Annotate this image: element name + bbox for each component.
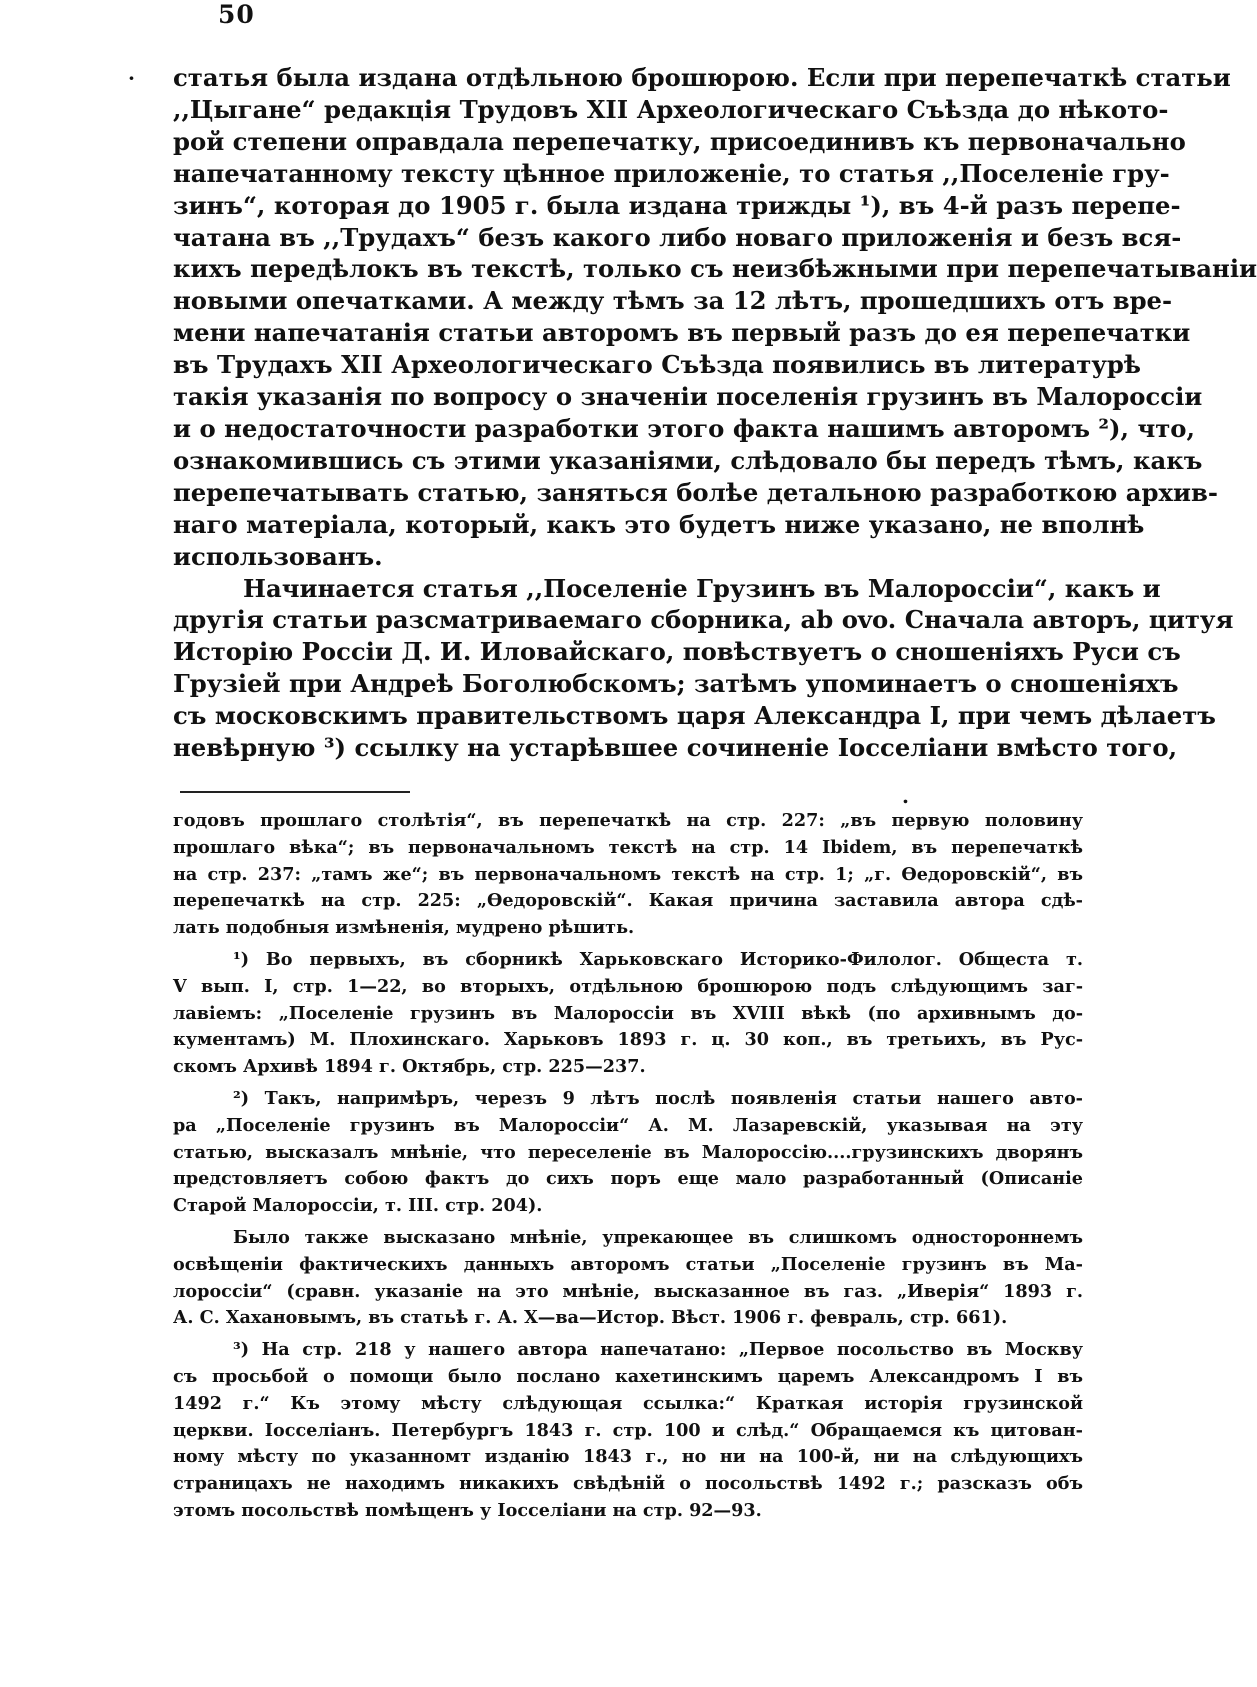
text-line: чатана въ ,,Трудахъ“ безъ какого либо новаго приложенія и безъ вся- [173, 222, 1182, 252]
text-line: статья была издана отдѣльною брошюрою. Если при перепечаткѣ статьи [173, 63, 1231, 92]
footnote-line: этомъ посольствѣ помѣщенъ у Іосселіани на стр. 92—93. [173, 1499, 762, 1521]
footnote-line: ра „Поселеніе грузинъ въ Малороссіи“ А. М. Лазаревскій, указывая на эту [173, 1114, 1083, 1136]
footnote-continuation [173, 808, 1083, 942]
footnote-line: предстовляетъ собою фактъ до сихъ поръ еще мало разработанный (Описаніе [173, 1168, 1083, 1190]
footnote-line: кументамъ) М. Плохинскаго. Харьковъ 1893 г. ц. 30 коп., въ третьихъ, въ Рус- [173, 1029, 1083, 1051]
text-line: такія указанія по вопросу о значеніи поселенія грузинъ въ Малороссіи [173, 382, 1203, 412]
text-line: мени напечатанія статьи авторомъ въ первый разъ до ея перепечатки [173, 318, 1191, 348]
footnote-line: 1492 г.“ Къ этому мѣсту слѣдующая ссылка:“ Краткая исторія грузинской [173, 1392, 1083, 1414]
footnotes [173, 808, 1083, 1530]
text-line: наго матеріала, который, какъ это будетъ ниже указано, не вполнѣ [173, 509, 1145, 539]
text-line: Начинается статья ,,Поселеніе Грузинъ въ Малороссіи“, какъ и [243, 573, 1161, 603]
text-line: другія статьи разсматриваемаго сборника, ab ovo. Сначала авторъ, цитуя [173, 605, 1234, 635]
footnote-line: лавіемъ: „Поселеніе грузинъ въ Малороссіи въ XVIII вѣкѣ (по архивнымъ до- [173, 1002, 1083, 1024]
footnote-line: съ просьбой о помощи было послано кахетинскимъ царемъ Александромъ I въ [173, 1365, 1083, 1387]
footnote-line: ²) Такъ, напримѣръ, черезъ 9 лѣтъ послѣ появленія статьи нашего авто- [233, 1087, 1083, 1109]
text-line: и о недостаточности разработки этого факта нашимъ авторомъ ²), что, [173, 413, 1195, 443]
footnote-line: скомъ Архивѣ 1894 г. Октябрь, стр. 225—237. [173, 1056, 646, 1078]
footnote-line: церкви. Іосселіанъ. Петербургъ 1843 г. стр. 100 и слѣд.“ Обращаемся къ цитован- [173, 1419, 1083, 1441]
text-line: невѣрную ³) ссылку на устарѣвшее сочиненіе Іосселіани вмѣсто того, [173, 733, 1178, 763]
footnote-line: V вып. I, стр. 1—22, во вторыхъ, отдѣльною брошюрою подъ слѣдующимъ заг- [173, 975, 1083, 997]
footnote-line: А. С. Хахановымъ, въ статьѣ г. А. Х—ва—Истор. Вѣст. 1906 г. февраль, стр. 661). [173, 1307, 1008, 1329]
text-line: новыми опечатками. А между тѣмъ за 12 лѣтъ, прошедшихъ отъ вре- [173, 286, 1173, 316]
paragraph-2 [173, 573, 1234, 764]
footnote-line: Старой Малороссіи, т. III. стр. 204). [173, 1195, 543, 1217]
footnote-line: Было также высказано мнѣніе, упрекающее въ слишкомъ одностороннемъ [233, 1226, 1083, 1248]
footnote-1 [173, 947, 1083, 1081]
text-line: въ Трудахъ XII Археологическаго Съѣзда появились въ литературѣ [173, 350, 1141, 380]
text-line: перепечатывать статью, заняться болѣе детальною разработкою архив- [173, 477, 1218, 507]
main-text [173, 62, 1257, 764]
footnote-line: на стр. 237: „тамъ же“; въ первоначальномъ текстѣ на стр. 1; „г. Ѳедоровскій“, въ [173, 863, 1083, 885]
footnote-2-continued [173, 1225, 1083, 1332]
footnote-line: лороссіи“ (сравн. указаніе на это мнѣніе, высказанное въ газ. „Иверія“ 1893 г. [173, 1280, 1083, 1302]
stray-dot-mark: . [902, 784, 909, 808]
footnote-line: перепечаткѣ на стр. 225: „Ѳедоровскій“. Какая причина заставила автора сдѣ- [173, 890, 1083, 912]
text-line: съ московскимъ правительствомъ царя Александра I, при чемъ дѣлаетъ [173, 701, 1216, 731]
footnote-line: освѣщеніи фактическихъ данныхъ авторомъ статьи „Поселеніе грузинъ въ Ма- [173, 1253, 1083, 1275]
footnote-line: прошлаго вѣка“; въ первоначальномъ текстѣ на стр. 14 Ibidem, въ перепечаткѣ [173, 836, 1083, 858]
footnote-2 [173, 1086, 1083, 1220]
footnote-line: лать подобныя измѣненія, мудрено рѣшить. [173, 917, 635, 939]
footnote-3 [173, 1337, 1083, 1525]
text-line: использованъ. [173, 541, 383, 571]
text-line: ,,Цыгане“ редакція Трудовъ XII Археологическаго Съѣзда до нѣкото- [173, 94, 1169, 124]
text-line: напечатанному тексту цѣнное приложеніе, то статья ,,Поселеніе гру- [173, 158, 1170, 188]
footnote-line: ¹) Во первыхъ, въ сборникѣ Харьковскаго Историко-Филолог. Общеста т. [233, 948, 1083, 970]
text-line: Исторію Россіи Д. И. Иловайскаго, повѣствуетъ о сношеніяхъ Руси съ [173, 637, 1181, 667]
text-line: рой степени оправдала перепечатку, присоединивъ къ первоначально [173, 126, 1186, 156]
stray-dot-mark: · [128, 66, 135, 90]
paragraph-1 [173, 62, 1257, 573]
footnote-line: ному мѣсту по указанномт изданію 1843 г., но ни на 100-й, ни на слѣдующихъ [173, 1446, 1083, 1468]
text-line: ознакомившись съ этими указаніями, слѣдовало бы передъ тѣмъ, какъ [173, 445, 1203, 475]
footnote-line: статью, высказалъ мнѣніе, что переселеніе въ Малороссію....грузинскихъ дворянъ [173, 1141, 1083, 1163]
footnote-line: ³) На стр. 218 у нашего автора напечатано: „Первое посольство въ Москву [233, 1339, 1083, 1361]
text-line: кихъ передѣлокъ въ текстѣ, только съ неизбѣжными при перепечатываніи [173, 254, 1257, 284]
text-line: Грузіей при Андреѣ Боголюбскомъ; затѣмъ упоминаетъ о сношеніяхъ [173, 669, 1179, 699]
text-line: зинъ“, которая до 1905 г. была издана трижды ¹), въ 4-й разъ перепе- [173, 190, 1181, 220]
footnote-line: страницахъ не находимъ никакихъ свѣдѣній о посольствѣ 1492 г.; разсказъ объ [173, 1473, 1083, 1495]
footnote-line: годовъ прошлаго столѣтія“, въ перепечаткѣ на стр. 227: „въ первую половину [173, 810, 1083, 831]
footnote-separator [180, 791, 410, 793]
page-number: 50 [218, 0, 255, 29]
